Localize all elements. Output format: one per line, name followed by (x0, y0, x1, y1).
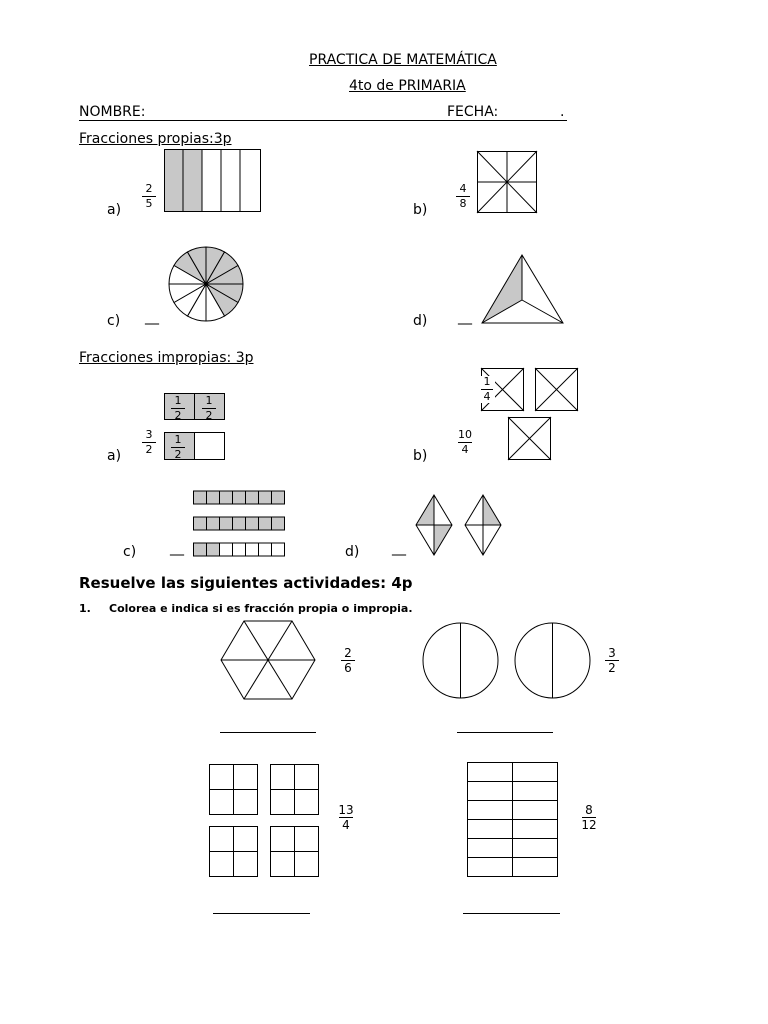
grade-label: 4to de PRIMARIA (349, 78, 466, 94)
grid-cell (513, 782, 558, 801)
item-b2-label: b) (413, 448, 428, 464)
bar-segment (194, 491, 207, 504)
item-c-blank: __ (145, 309, 159, 325)
grid-cell (513, 820, 558, 839)
half-1: 1 2 (168, 395, 188, 422)
item-a2-label: a) (107, 448, 122, 464)
half-3: 1 2 (168, 434, 188, 461)
fraction-a: 2 5 (139, 183, 159, 210)
item-d-blank: __ (458, 309, 472, 325)
four-squares-quarters (209, 764, 321, 878)
item-d2-label: d) (345, 544, 360, 560)
date-end: . (560, 104, 565, 120)
bar-segment (272, 517, 285, 530)
quarter-label: 1 4 (479, 376, 495, 403)
segment-bars (193, 490, 285, 558)
eighths-square (477, 151, 537, 213)
section-improper-title: Fracciones impropias: 3p (79, 350, 254, 366)
answer-line-2[interactable] (457, 732, 553, 733)
bar-segment (233, 491, 246, 504)
fraction-2-6: 2 6 (338, 647, 358, 674)
circle-halves-1 (422, 622, 500, 700)
bar-segment (259, 517, 272, 530)
bar-segment (220, 517, 233, 530)
item-d-label: d) (413, 313, 428, 329)
quarters-square-2 (535, 368, 579, 411)
section-proper-title: Fracciones propias:3p (79, 131, 232, 147)
bar-segment (246, 543, 259, 556)
item-c-label: c) (107, 313, 121, 329)
grid-cell (468, 820, 513, 839)
item-c2-label: c) (123, 544, 137, 560)
bar-segment (272, 543, 285, 556)
grid-cell (513, 763, 558, 782)
bar-segment (233, 543, 246, 556)
fraction-b2: 10 4 (458, 428, 472, 456)
bar-segment (220, 491, 233, 504)
grid-cell (468, 801, 513, 820)
name-date-line (79, 120, 567, 121)
hexagon-sixths (220, 620, 316, 700)
bar-segment (220, 543, 233, 556)
bar-segment (207, 543, 220, 556)
bar-segment (246, 517, 259, 530)
bar-segment (259, 491, 272, 504)
page-title: PRACTICA DE MATEMÁTICA (309, 52, 497, 68)
twelfths-circle (168, 245, 246, 323)
grid-cell (468, 858, 513, 877)
bar-segment (194, 517, 207, 530)
fraction-13-4: 13 4 (338, 803, 354, 832)
grid-cell (513, 839, 558, 858)
bar-segment (194, 543, 207, 556)
answer-line-1[interactable] (220, 732, 316, 733)
circle-halves-2 (514, 622, 592, 700)
rhombus-pair (415, 495, 505, 557)
item-b-label: b) (413, 202, 428, 218)
fraction-a2: 3 2 (139, 429, 159, 456)
answer-line-3[interactable] (213, 913, 310, 914)
grid-cell (513, 858, 558, 877)
instruction-text: Colorea e indica si es fracción propia o impropia. (109, 602, 413, 615)
fraction-3-2: 3 2 (602, 647, 622, 674)
bar-segment (207, 517, 220, 530)
bar-segment (207, 491, 220, 504)
instruction-number: 1. (79, 602, 91, 615)
half-2: 1 2 (199, 395, 219, 422)
fraction-8-12: 8 12 (581, 803, 597, 832)
fifths-rectangle (164, 149, 261, 213)
bar-segment (246, 491, 259, 504)
grid-cell (468, 763, 513, 782)
grid-cell (468, 839, 513, 858)
grid-twelfths (467, 762, 559, 878)
triangle-thirds (482, 255, 564, 325)
grid-cell (513, 801, 558, 820)
bar-segment (259, 543, 272, 556)
answer-line-4[interactable] (463, 913, 560, 914)
date-label: FECHA: (447, 104, 499, 120)
name-label: NOMBRE: (79, 104, 146, 120)
grid-cell (468, 782, 513, 801)
section-activities-title: Resuelve las siguientes actividades: 4p (79, 574, 413, 592)
fraction-b: 4 8 (453, 183, 473, 210)
item-c2-blank: __ (170, 540, 184, 556)
quarters-square-3 (508, 417, 552, 461)
bar-segment (233, 517, 246, 530)
bar-segment (272, 491, 285, 504)
item-d2-blank: __ (392, 540, 406, 556)
item-a-label: a) (107, 202, 122, 218)
